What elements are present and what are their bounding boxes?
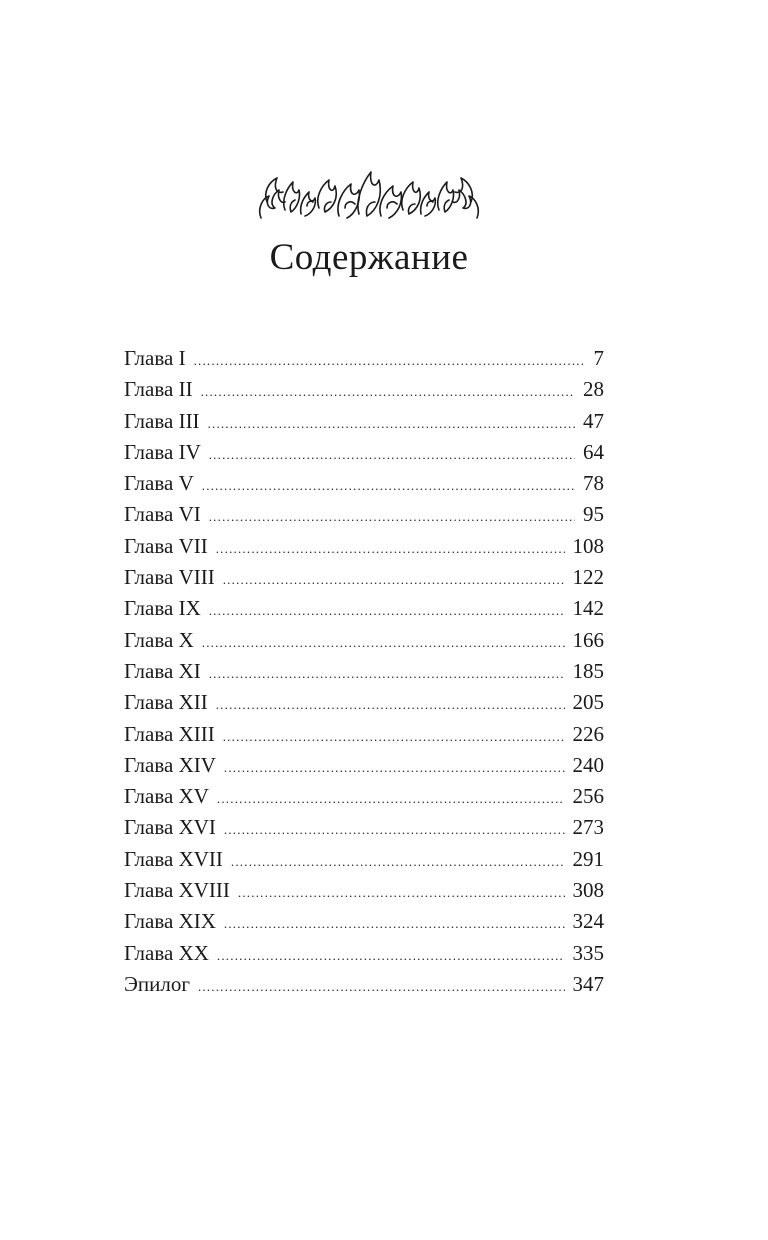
toc-entry-label: Глава XX	[124, 940, 209, 965]
toc-entry-page-number: 64	[583, 439, 604, 464]
dot-leader	[223, 721, 565, 752]
toc-entry[interactable]	[124, 343, 604, 374]
toc-entry-label: Глава XVII	[124, 846, 223, 871]
toc-entry-page-number: 142	[572, 596, 604, 621]
toc-entry-page-number: 335	[572, 940, 604, 965]
dot-leader	[209, 439, 575, 470]
toc-entry-page-number: 185	[572, 658, 604, 683]
dot-leader	[209, 595, 565, 626]
toc-entry[interactable]	[124, 593, 604, 624]
toc-entry-label: Глава X	[124, 627, 194, 652]
toc-entry[interactable]	[124, 812, 604, 843]
toc-entry-page-number: 205	[572, 690, 604, 715]
toc-entry-label: Глава XVI	[124, 815, 216, 840]
page-title: Содержание	[269, 237, 469, 278]
toc-entry-label: Глава XII	[124, 690, 208, 715]
toc-entry-label: Глава XVIII	[124, 878, 230, 903]
dot-leader	[202, 627, 565, 658]
toc-entry-page-number: 28	[583, 377, 604, 402]
dot-leader	[217, 940, 565, 971]
toc-entry-label: Глава XV	[124, 784, 209, 809]
toc-entry-page-number: 95	[583, 502, 604, 527]
toc-entry[interactable]	[124, 562, 604, 593]
toc-entry-label: Глава VII	[124, 533, 208, 558]
dot-leader	[224, 908, 565, 939]
dot-leader	[202, 470, 575, 501]
toc-entry[interactable]	[124, 906, 604, 937]
toc-entry-page-number: 122	[572, 565, 604, 590]
toc-entry[interactable]	[124, 499, 604, 530]
toc-entry-page-number: 226	[572, 721, 604, 746]
toc-entry-page-number: 7	[593, 346, 604, 370]
toc-entry[interactable]	[124, 531, 604, 562]
dot-leader	[224, 752, 565, 783]
toc-entry[interactable]	[124, 437, 604, 468]
toc-entry-page-number: 166	[572, 627, 604, 652]
toc-entry[interactable]	[124, 687, 604, 718]
toc-entry-page-number: 78	[583, 471, 604, 496]
toc-entry-page-number: 324	[572, 909, 604, 934]
toc-entry-label: Глава XIV	[124, 752, 216, 777]
toc-entry[interactable]	[124, 844, 604, 875]
toc-entry-label: Эпилог	[124, 971, 190, 996]
toc-entry[interactable]	[124, 374, 604, 405]
dot-leader	[224, 814, 565, 845]
toc-entry-page-number: 273	[572, 815, 604, 840]
toc-entry[interactable]	[124, 406, 604, 437]
dot-leader	[194, 345, 586, 376]
toc-entry[interactable]	[124, 625, 604, 656]
toc-entry-label: Глава IX	[124, 596, 201, 621]
toc-entry-label: Глава IV	[124, 439, 201, 464]
toc-entry-label: Глава III	[124, 408, 200, 433]
dot-leader	[216, 689, 565, 720]
toc-entry[interactable]	[124, 719, 604, 750]
flame-ornament-icon	[255, 158, 483, 224]
dot-leader	[238, 877, 565, 908]
toc-entry[interactable]	[124, 938, 604, 969]
dot-leader	[217, 783, 565, 814]
dot-leader	[223, 564, 565, 595]
toc-entry-page-number: 240	[572, 752, 604, 777]
dot-leader	[216, 533, 565, 564]
toc-entry-label: Глава VI	[124, 502, 201, 527]
toc-entry-page-number: 291	[572, 846, 604, 871]
dot-leader	[231, 846, 565, 877]
toc-entry-page-number: 347	[572, 971, 604, 996]
table-of-contents	[124, 343, 604, 1000]
toc-entry-label: Глава VIII	[124, 565, 215, 590]
dot-leader	[209, 658, 565, 689]
toc-entry-page-number: 256	[572, 784, 604, 809]
dot-leader	[208, 408, 575, 439]
toc-entry-label: Глава V	[124, 471, 194, 496]
dot-leader	[201, 376, 575, 407]
toc-entry[interactable]	[124, 875, 604, 906]
toc-entry-page-number: 108	[572, 533, 604, 558]
toc-entry-label: Глава XI	[124, 658, 201, 683]
toc-entry[interactable]	[124, 969, 604, 1000]
toc-entry-label: Глава XIII	[124, 721, 215, 746]
toc-entry[interactable]	[124, 781, 604, 812]
dot-leader	[209, 501, 575, 532]
toc-entry-label: Глава XIX	[124, 909, 216, 934]
toc-entry-page-number: 308	[572, 878, 604, 903]
toc-entry[interactable]	[124, 656, 604, 687]
toc-entry[interactable]	[124, 468, 604, 499]
toc-entry-label: Глава I	[124, 346, 186, 370]
toc-entry-label: Глава II	[124, 377, 193, 402]
toc-entry-page-number: 47	[583, 408, 604, 433]
dot-leader	[198, 971, 565, 1002]
toc-entry[interactable]	[124, 750, 604, 781]
